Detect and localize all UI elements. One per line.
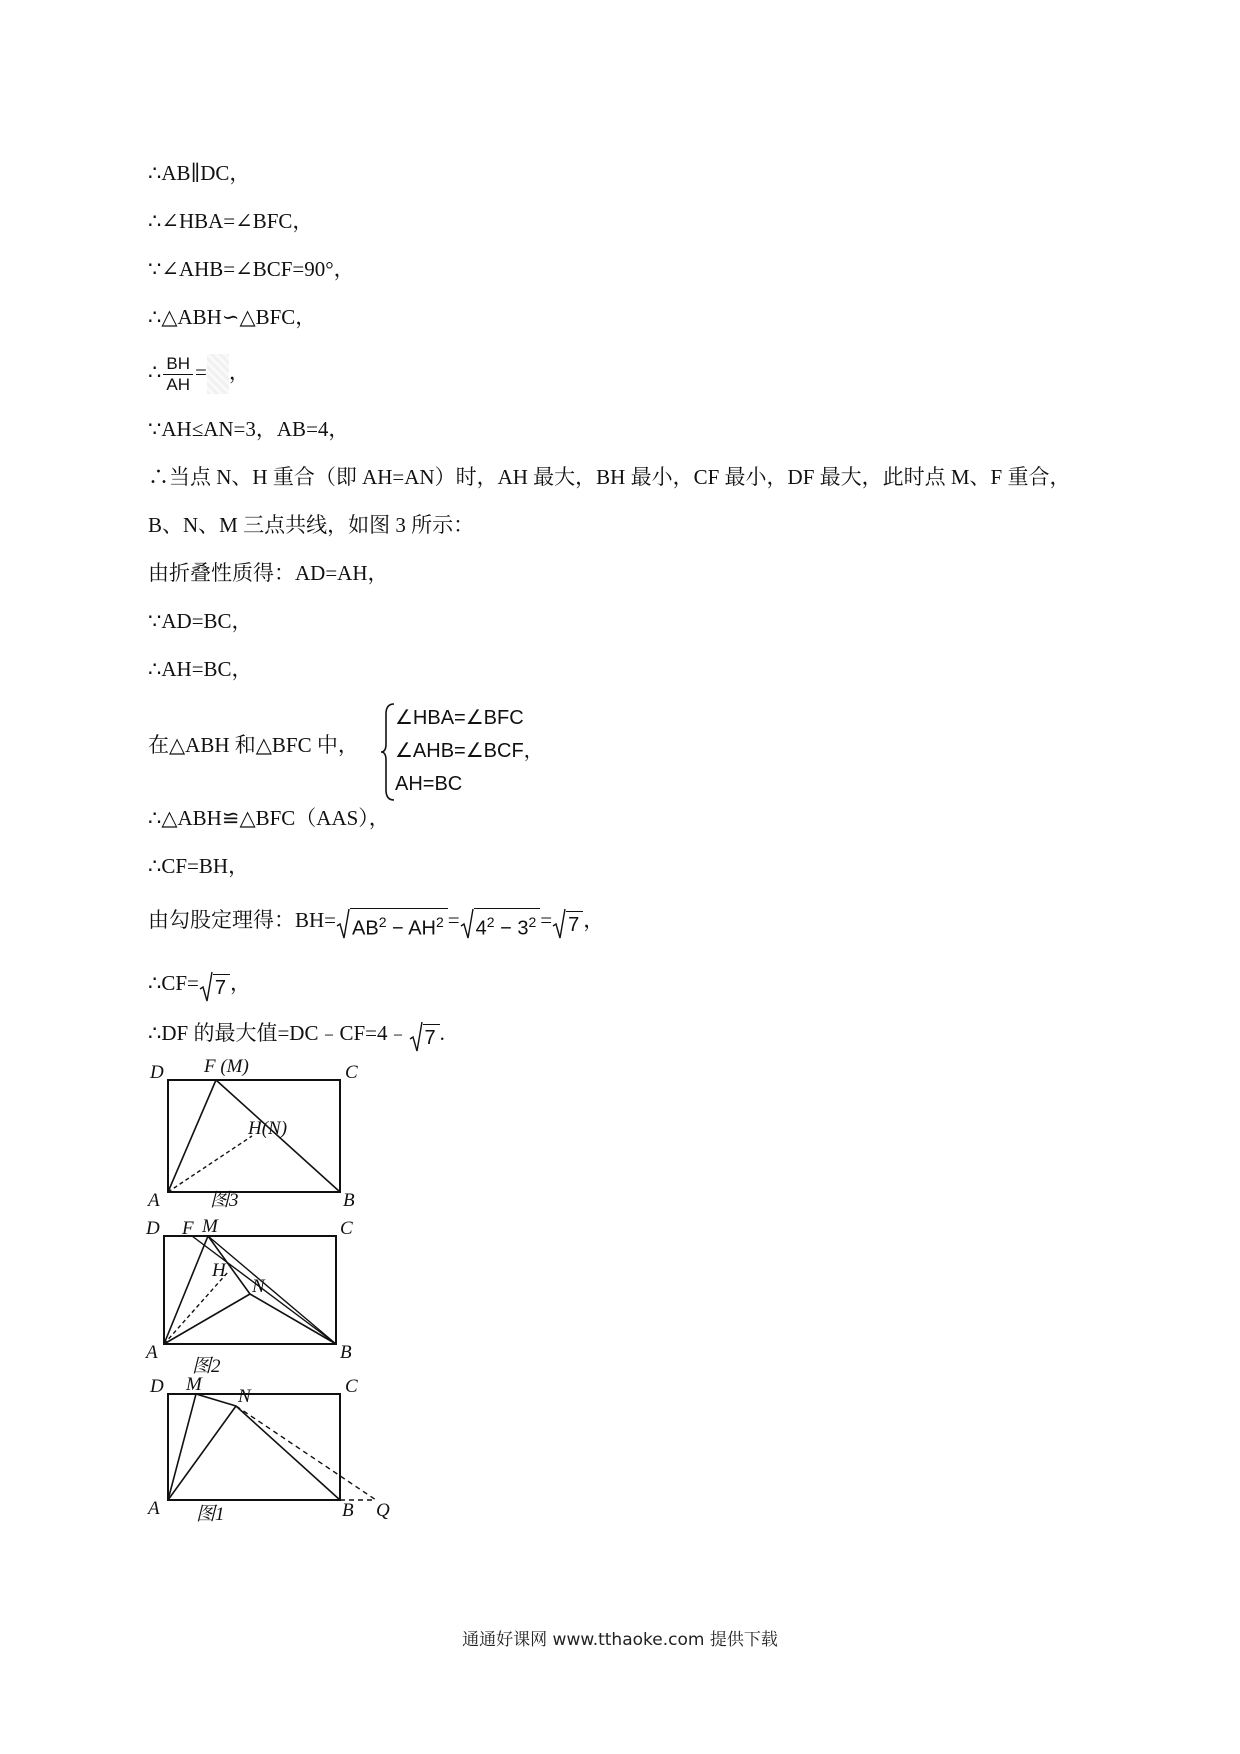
label-n: N <box>252 1276 265 1297</box>
segment-am <box>168 1394 196 1500</box>
radicand-ah: − AH <box>386 917 436 940</box>
ratio-fraction <box>163 354 193 395</box>
exponent: 2 <box>435 913 444 930</box>
fraction-denominator: AH <box>166 374 190 394</box>
label-h: H <box>212 1260 226 1281</box>
label-d: D <box>150 1376 164 1397</box>
label-m: M <box>202 1216 218 1237</box>
cf-prefix: ∴CF= <box>148 971 199 995</box>
line-df-max <box>148 1013 445 1055</box>
segment-mb <box>208 1236 336 1344</box>
label-d: D <box>146 1218 160 1239</box>
line-angle-hba: ∴∠HBA=∠BFC， <box>148 209 314 233</box>
segment-an <box>168 1406 236 1500</box>
radical-sign-icon <box>199 971 213 1003</box>
therefore-symbol: ∴ <box>148 360 162 384</box>
line-ah-eq-bc: ∴AH=BC， <box>148 657 253 681</box>
left-brace-icon <box>380 702 396 802</box>
radical-7 <box>199 965 230 1005</box>
figure-1 <box>140 1372 400 1532</box>
figure-3 <box>140 1058 380 1213</box>
radicand-7: 7 <box>566 911 583 938</box>
line-ratio <box>148 350 250 395</box>
line-folding: 由折叠性质得：AD=AH， <box>148 561 389 585</box>
radical-sign-icon <box>552 908 566 940</box>
segment-nb <box>250 1294 336 1344</box>
label-n: N <box>238 1386 251 1407</box>
label-m: M <box>186 1374 202 1395</box>
label-c: C <box>345 1062 358 1083</box>
system-row-3: AH=BC <box>395 773 463 795</box>
caption-figure-1: 图1 <box>196 1504 225 1525</box>
caption-figure-2: 图2 <box>192 1356 221 1377</box>
label-c: C <box>345 1376 358 1397</box>
line-cf-eq-bh: ∴CF=BH， <box>148 854 250 878</box>
comma: ， <box>228 360 250 384</box>
line-ah-le-an: ∵AH≤AN=3，AB=4， <box>148 417 350 441</box>
radical-sign-icon <box>460 908 474 940</box>
segment-nb <box>236 1406 340 1500</box>
radical-7 <box>409 1015 440 1055</box>
figure-2 <box>140 1212 380 1377</box>
fraction-numerator: BH <box>163 354 193 375</box>
system-row-2: ∠AHB=∠BCF， <box>395 740 544 762</box>
equals-sign: = <box>195 360 207 384</box>
segment-am <box>164 1236 208 1344</box>
blurred-formula-image <box>207 354 229 394</box>
line-similar-triangles: ∴△ABH∽△BFC， <box>148 305 317 329</box>
line-collinear: B、N、M 三点共线，如图 3 所示： <box>148 513 475 537</box>
rectangle-abcd <box>164 1236 336 1344</box>
line-in-triangles: 在△ABH 和△BFC 中， <box>148 733 359 757</box>
exponent: 2 <box>378 913 387 930</box>
exponent: 2 <box>486 913 495 930</box>
line-cf-value <box>148 963 251 1005</box>
equation-system <box>395 702 544 801</box>
figure-1-diagram <box>140 1372 400 1527</box>
rectangle-abcd <box>168 1394 340 1500</box>
label-a: A <box>148 1498 160 1519</box>
pythagoras-prefix: 由勾股定理得：BH= <box>148 908 337 932</box>
line-ab-parallel-dc: ∴AB∥DC， <box>148 161 251 185</box>
equals-sign: = <box>447 908 460 932</box>
radicand-4: 4 <box>475 917 487 940</box>
segment-an <box>164 1294 250 1344</box>
radical-sign-icon <box>409 1021 423 1053</box>
label-d: D <box>150 1062 164 1083</box>
line-angle-ahb: ∵∠AHB=∠BCF=90°， <box>148 257 355 281</box>
line-when-n-h-coincide: ∴当点 N、H 重合（即 AH=AN）时，AH 最大，BH 最小，CF 最小，DF 最大，此时点 M、F 重合， <box>148 465 1071 489</box>
equals-sign: = <box>540 908 553 932</box>
segment-mn <box>196 1394 236 1406</box>
radicand-7: 7 <box>213 974 230 1001</box>
page-footer: 通通好课网 www.tthaoke.com 提供下载 <box>462 1630 778 1650</box>
label-a: A <box>146 1342 158 1363</box>
label-h-n: H(N) <box>248 1118 288 1139</box>
figure-3-diagram <box>140 1056 380 1211</box>
radical-7 <box>552 902 583 942</box>
figure-2-diagram <box>140 1212 380 1377</box>
radical-sign-icon <box>336 908 350 940</box>
label-q: Q <box>376 1500 390 1521</box>
exponent: 2 <box>528 913 537 930</box>
label-c: C <box>340 1218 353 1239</box>
line-congruent: ∴△ABH≌△BFC（AAS）， <box>148 806 390 830</box>
label-b: B <box>343 1190 355 1211</box>
radical-4-3 <box>460 902 541 942</box>
line-pythagoras <box>148 900 604 942</box>
df-max-prefix: ∴DF 的最大值=DC﹣CF=4﹣ <box>148 1021 409 1045</box>
segment-nq-dashed <box>236 1406 376 1500</box>
system-row-1: ∠HBA=∠BFC <box>395 707 524 729</box>
segment-ah-dashed <box>164 1272 228 1344</box>
label-b: B <box>342 1500 354 1521</box>
radicand-3: − 3 <box>494 917 529 940</box>
label-a: A <box>148 1190 160 1211</box>
label-b: B <box>340 1342 352 1363</box>
period: . <box>439 1021 445 1045</box>
radicand-7: 7 <box>423 1024 440 1051</box>
label-f-m: F (M) <box>204 1056 249 1077</box>
comma: ， <box>230 971 252 995</box>
label-f: F <box>182 1218 194 1239</box>
caption-figure-3: 图3 <box>210 1190 239 1211</box>
line-ad-eq-bc: ∵AD=BC， <box>148 609 253 633</box>
comma: ， <box>583 908 605 932</box>
radical-ab-ah <box>336 902 448 942</box>
radicand-ab: AB <box>352 917 379 940</box>
